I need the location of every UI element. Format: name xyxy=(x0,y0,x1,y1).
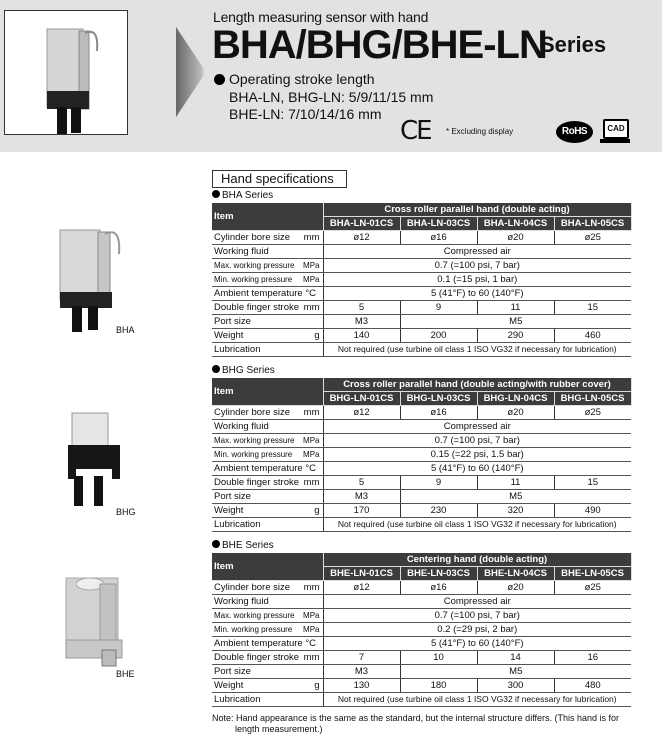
cell: ø16 xyxy=(400,406,477,420)
model-header: BHG-LN-03CS xyxy=(400,392,477,406)
spec-table-bha xyxy=(212,203,632,357)
cell: 11 xyxy=(477,476,554,490)
model-header: BHA-LN-04CS xyxy=(477,217,554,231)
table-row-lubrication xyxy=(212,518,631,532)
cell: 5 (41°F) to 60 (140°F) xyxy=(323,287,631,301)
row-label: Max. working pressure MPa xyxy=(212,434,323,448)
row-label: Lubrication xyxy=(212,343,323,357)
cell: 14 xyxy=(477,651,554,665)
cell: ø20 xyxy=(477,581,554,595)
row-label: Min. working pressure MPa xyxy=(212,273,323,287)
row-label: Min. working pressure MPa xyxy=(212,448,323,462)
stroke-line-bhe: BHE-LN: 7/10/14/16 mm xyxy=(229,106,382,122)
cell: 9 xyxy=(400,301,477,315)
cell: Not required (use turbine oil class 1 ISO VG32 if necessary for lubrication) xyxy=(323,518,631,532)
table-row-max-pressure xyxy=(212,609,631,623)
cad-monitor-base-icon xyxy=(600,139,630,143)
row-label: Port size xyxy=(212,665,323,679)
model-header: BHA-LN-05CS xyxy=(554,217,631,231)
stroke-line-bha-bhg: BHA-LN, BHG-LN: 5/9/11/15 mm xyxy=(229,89,434,105)
cell: M3 xyxy=(323,315,400,329)
group-header: Cross roller parallel hand (double acting) xyxy=(323,203,631,217)
row-label: Ambient temperature °C xyxy=(212,462,323,476)
spec-table-bhe xyxy=(212,553,632,707)
bha-gripper-photo-icon xyxy=(50,220,130,335)
model-header: BHE-LN-04CS xyxy=(477,567,554,581)
ce-mark-icon: CE xyxy=(400,116,431,146)
row-label: Cylinder bore size mm xyxy=(212,231,323,245)
series-label-text: BHA Series xyxy=(222,190,274,201)
bhg-gripper-photo-icon xyxy=(60,410,130,510)
title-series-suffix: Series xyxy=(540,32,607,57)
cell: Not required (use turbine oil class 1 ISO VG32 if necessary for lubrication) xyxy=(323,343,631,357)
row-label: Double finger stroke mm xyxy=(212,476,323,490)
table-row-lubrication xyxy=(212,343,631,357)
cell: 16 xyxy=(554,651,631,665)
row-label: Ambient temperature °C xyxy=(212,637,323,651)
table-row-port xyxy=(212,665,631,679)
cell: Compressed air xyxy=(323,420,631,434)
row-label: Weight g xyxy=(212,504,323,518)
cell: ø16 xyxy=(400,231,477,245)
cell: 10 xyxy=(400,651,477,665)
spec-table-bhg xyxy=(212,378,632,532)
cad-badge-icon[interactable]: CAD xyxy=(603,119,629,139)
cell: M5 xyxy=(400,490,631,504)
bullet-icon xyxy=(214,74,225,85)
image-label-bhg: BHG xyxy=(116,507,136,517)
row-label: Cylinder bore size mm xyxy=(212,406,323,420)
row-label: Double finger stroke mm xyxy=(212,301,323,315)
cell: Not required (use turbine oil class 1 ISO VG32 if necessary for lubrication) xyxy=(323,693,631,707)
table-row-fluid xyxy=(212,595,631,609)
cell: 5 xyxy=(323,476,400,490)
ce-note: * Excluding display xyxy=(446,127,514,136)
table-row-fluid xyxy=(212,245,631,259)
row-label: Working fluid xyxy=(212,245,323,259)
cell: M3 xyxy=(323,665,400,679)
row-label: Min. working pressure MPa xyxy=(212,623,323,637)
model-header: BHG-LN-04CS xyxy=(477,392,554,406)
model-header: BHG-LN-05CS xyxy=(554,392,631,406)
cell: 290 xyxy=(477,329,554,343)
table-row-lubrication xyxy=(212,693,631,707)
image-label-bhe: BHE xyxy=(116,669,135,679)
cell: 15 xyxy=(554,301,631,315)
table-row-min-pressure xyxy=(212,273,631,287)
cell: 230 xyxy=(400,504,477,518)
row-label: Ambient temperature °C xyxy=(212,287,323,301)
cell: 15 xyxy=(554,476,631,490)
cell: 0.7 (=100 psi, 7 bar) xyxy=(323,259,631,273)
cell: ø25 xyxy=(554,406,631,420)
cell: 0.7 (=100 psi, 7 bar) xyxy=(323,609,631,623)
table-row-stroke xyxy=(212,301,631,315)
cell: M5 xyxy=(400,665,631,679)
row-label: Cylinder bore size mm xyxy=(212,581,323,595)
cell: 170 xyxy=(323,504,400,518)
cell: 0.1 (=15 psi, 1 bar) xyxy=(323,273,631,287)
table-row-min-pressure xyxy=(212,448,631,462)
row-label: Port size xyxy=(212,315,323,329)
cell: 9 xyxy=(400,476,477,490)
table-row-min-pressure xyxy=(212,623,631,637)
item-header: Item xyxy=(212,553,323,581)
cell: 5 (41°F) to 60 (140°F) xyxy=(323,462,631,476)
cell: 320 xyxy=(477,504,554,518)
series-label-text: BHE Series xyxy=(222,540,274,551)
page-subtitle: Length measuring sensor with hand xyxy=(213,9,429,25)
row-label: Lubrication xyxy=(212,693,323,707)
image-label-bha: BHA xyxy=(116,325,135,335)
cell: ø12 xyxy=(323,406,400,420)
table-row-temperature xyxy=(212,287,631,301)
table-row-stroke xyxy=(212,476,631,490)
cell: 480 xyxy=(554,679,631,693)
footnote xyxy=(212,713,619,735)
group-header: Centering hand (double acting) xyxy=(323,553,631,567)
cell: 130 xyxy=(323,679,400,693)
row-label: Port size xyxy=(212,490,323,504)
table-row-bore xyxy=(212,231,631,245)
table-row-max-pressure xyxy=(212,259,631,273)
cell: ø25 xyxy=(554,231,631,245)
cell: 140 xyxy=(323,329,400,343)
bhe-gripper-photo-icon xyxy=(60,570,130,670)
bullet-icon xyxy=(212,190,220,198)
row-label: Weight g xyxy=(212,329,323,343)
cell: 300 xyxy=(477,679,554,693)
cell: 7 xyxy=(323,651,400,665)
cell: 11 xyxy=(477,301,554,315)
cell: 200 xyxy=(400,329,477,343)
model-header: BHE-LN-05CS xyxy=(554,567,631,581)
cell: M3 xyxy=(323,490,400,504)
footnote-line-1: Note: Hand appearance is the same as the standard, but the internal structure differs. (This hand is for xyxy=(212,713,620,723)
hand-specifications-tab: Hand specifications xyxy=(212,170,347,188)
group-header: Cross roller parallel hand (double acting/with rubber cover) xyxy=(323,378,631,392)
cell: ø12 xyxy=(323,231,400,245)
cell: ø25 xyxy=(554,581,631,595)
cell: 0.7 (=100 psi, 7 bar) xyxy=(323,434,631,448)
cell: 490 xyxy=(554,504,631,518)
row-label: Max. working pressure MPa xyxy=(212,259,323,273)
row-label: Lubrication xyxy=(212,518,323,532)
model-header: BHE-LN-03CS xyxy=(400,567,477,581)
table-row-stroke xyxy=(212,651,631,665)
rohs-badge-icon: RoHS xyxy=(556,121,593,143)
model-header: BHG-LN-01CS xyxy=(323,392,400,406)
cell: 5 (41°F) to 60 (140°F) xyxy=(323,637,631,651)
series-label-text: BHG Series xyxy=(222,365,275,376)
product-image-frame xyxy=(4,10,128,135)
row-label: Max. working pressure MPa xyxy=(212,609,323,623)
item-header: Item xyxy=(212,378,323,406)
cell: 0.2 (=29 psi, 2 bar) xyxy=(323,623,631,637)
footnote-line-2: length measurement.) xyxy=(235,724,323,734)
model-header: BHE-LN-01CS xyxy=(323,567,400,581)
table-row-port xyxy=(212,490,631,504)
table-row-port xyxy=(212,315,631,329)
cell: 180 xyxy=(400,679,477,693)
bullet-icon xyxy=(212,365,220,373)
series-label-bhg xyxy=(212,365,275,376)
gripper-product-icon xyxy=(5,11,127,134)
row-label: Double finger stroke mm xyxy=(212,651,323,665)
stroke-heading xyxy=(214,71,375,87)
cell: ø12 xyxy=(323,581,400,595)
model-header: BHA-LN-03CS xyxy=(400,217,477,231)
row-label: Working fluid xyxy=(212,595,323,609)
cell: ø20 xyxy=(477,406,554,420)
row-label: Weight g xyxy=(212,679,323,693)
table-row-bore xyxy=(212,581,631,595)
table-row-weight xyxy=(212,504,631,518)
stroke-heading-text: Operating stroke length xyxy=(229,71,375,87)
model-header: BHA-LN-01CS xyxy=(323,217,400,231)
cell: 460 xyxy=(554,329,631,343)
table-row-weight xyxy=(212,329,631,343)
table-row-bore xyxy=(212,406,631,420)
cell: Compressed air xyxy=(323,595,631,609)
series-label-bha xyxy=(212,190,273,201)
table-row-temperature xyxy=(212,637,631,651)
table-row-max-pressure xyxy=(212,434,631,448)
series-label-bhe xyxy=(212,540,274,551)
row-label: Working fluid xyxy=(212,420,323,434)
cell: ø20 xyxy=(477,231,554,245)
cell: 0.15 (=22 psi, 1.5 bar) xyxy=(323,448,631,462)
cell: Compressed air xyxy=(323,245,631,259)
table-row-weight xyxy=(212,679,631,693)
cell: M5 xyxy=(400,315,631,329)
page-title: BHA/BHG/BHE-LN xyxy=(212,23,547,67)
bullet-icon xyxy=(212,540,220,548)
table-row-temperature xyxy=(212,462,631,476)
cell: 5 xyxy=(323,301,400,315)
cell: ø16 xyxy=(400,581,477,595)
item-header: Item xyxy=(212,203,323,231)
table-row-fluid xyxy=(212,420,631,434)
